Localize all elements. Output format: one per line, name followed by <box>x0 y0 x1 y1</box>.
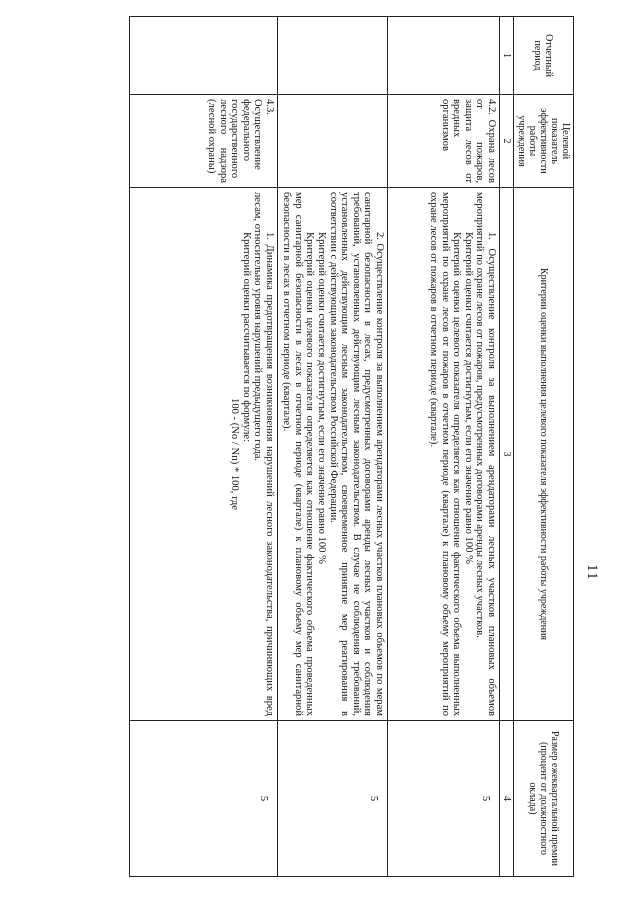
criteria-paragraph: 1. Осуществление контроля за выполнением арендаторами лесных участков плановых объемов мероприятий по охране лесов от пожаров, предусмотренных договорами аренды лесных участков. <box>474 192 497 716</box>
table-row <box>388 17 500 877</box>
criteria-cell <box>388 188 500 721</box>
column-number: 2 <box>500 95 514 188</box>
criteria-cell <box>130 188 278 721</box>
table-row <box>278 17 388 877</box>
header-criteria: Критерии оценки выполнения целевого показателя эффективности работы учреждения <box>514 188 574 721</box>
criteria-paragraph: Критерий оценки считается достигнутым, если его значение равно 100 % <box>316 232 328 564</box>
column-number: 1 <box>500 17 514 95</box>
criteria-paragraph: 2. Осуществление контроля за выполнением арендаторами лесных участков плановых объемов по мерам санитарной безопасности в лесах, предусмотренных договорами аренды лесных участков и соблюдения требований, установленных действующим лесным законодательством. В случае не соблюдения требований, установленных действующим лесным законодательством, своевременное принятие мер реагирования в соответствии с действующим законодательством Российской Федерации. <box>327 192 385 716</box>
criteria-paragraph: 1. Динамика предотвращения возникновения нарушений лесного законодательства, причиняющих вред лесам, относительно уровня нарушений предыдущего года. <box>252 192 275 716</box>
table-header-row <box>514 17 574 877</box>
criteria-formula: 100 - (Nо / Nп) * 100, где <box>229 398 241 510</box>
premium-cell: 5 <box>278 721 388 877</box>
page-number: 11 <box>584 564 600 581</box>
indicator-cell: 4.3. Осуществление федерального государственного лесного надзора (лесной охраны) <box>130 95 278 188</box>
period-cell <box>278 17 388 95</box>
rotated-page <box>19 16 604 876</box>
premium-cell: 5 <box>130 721 278 877</box>
column-number: 3 <box>500 188 514 721</box>
column-number-row <box>500 17 514 877</box>
header-premium: Размер ежеквартальной премии (процент от должностного оклада) <box>514 721 574 877</box>
premium-cell: 5 <box>388 721 500 877</box>
header-period: Отчетный период <box>514 17 574 95</box>
indicator-cell: 4.2. Охрана лесов от пожаров, защита лесов от вредных организмов <box>388 95 500 188</box>
criteria-paragraph: Критерий оценки целевого показателя определяется как отношение фактического объема выполненных мероприятий по охране лесов от пожаров в отчетном периоде (квартале) к плановому объему мероприятий по охране лесов от пожаров в отчетном периоде (квартале). <box>428 192 463 716</box>
indicator-cell <box>278 95 388 188</box>
column-number: 4 <box>500 721 514 877</box>
period-cell <box>388 17 500 95</box>
header-indicator: Целевой показатель эффективности работы учреждения <box>514 95 574 188</box>
table-row <box>130 17 278 877</box>
criteria-paragraph: Критерий оценки считается достигнутым, если его значение равно 100 % <box>462 232 474 564</box>
period-cell <box>130 17 278 95</box>
criteria-table <box>129 16 574 877</box>
criteria-cell <box>278 188 388 721</box>
criteria-paragraph: Критерий оценки рассчитывается по формуле: <box>240 232 252 443</box>
criteria-paragraph: Критерий оценки целевого показателя определяется как отношение фактического объема проведенных мер санитарной безопасности в лесах в отчетном периоде (квартале) к плановому объему мер санитарной безопасности в лесах в отчетном периоде (квартале). <box>281 192 316 716</box>
